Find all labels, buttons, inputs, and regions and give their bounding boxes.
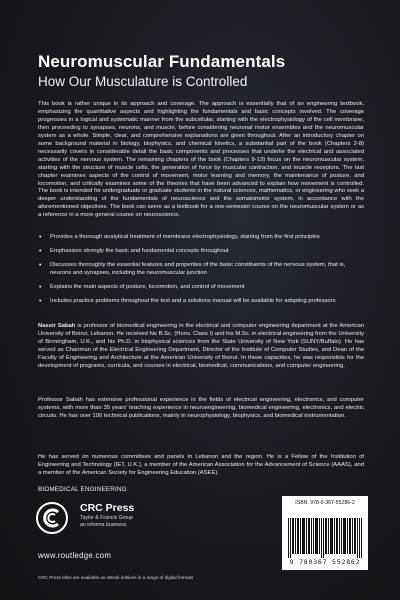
publisher-logo (36, 498, 176, 550)
author-experience: Professor Sabah has extensive professional experience in the fields of electrical engineering, electronics, and computer systems, with more than 35 years' teaching experience in neuroengineering, biomedical engineering, electronics, and electric circuits. He has over 100 technical publications, mainly in neurophysiology, biophysics, and biomedical instrumentation. (38, 397, 364, 419)
author-name: Nassir Sabah (38, 323, 76, 329)
book-title: Neuromuscular Fundamentals (38, 52, 286, 71)
author-memberships: He has served on numerous committees and panels in Lebanon and the region. He is a Fellow of the Institution of Engineering and Technology (IET, U.K.), a member of the American Association for the Advancement of Science (AAAS), and a member of the American Society for Engineering Education (ASEE). (38, 454, 364, 476)
feature-item: • Explains the main aspects of posture, locomotion, and control of movement (38, 284, 364, 292)
barcode-icon (288, 518, 362, 558)
publisher-website: www.routledge.com (38, 551, 112, 560)
feature-item: • Discusses thoroughly the essential features and properties of the basic constituents of the nervous system, that is, neurons and synapses, including the neuromuscular junction (38, 262, 364, 278)
feature-item: • Emphasizes strongly the basic and fundamental concepts throughout (38, 248, 364, 256)
author-bio (38, 323, 364, 371)
publisher-group: Taylor & Francis Group (80, 515, 134, 521)
feature-list (38, 234, 364, 312)
book-subtitle: How Our Musculature is Controlled (38, 74, 248, 89)
author-bio-text: is professor of biomedical engineering in the electrical and computer engineering department at the American University of Beirut, Lebanon. He received his B.Sc. (Hons. Class I) and his M.Sc. in electrical engineering from the University of Birmingham, U.K., and his Ph.D. in biophysical sciences from the State University of New York (SUNY/Buffalo). He has served as Chairman of the Electrical Engineering Department, Director of the Institute of Computer Studies, and Dean of the Faculty of Engineering and Architecture at the American University of Beirut. In these capacities, he was responsible for the development of programs, curricula, and courses in electrical, biomedical, communications, and computer engineering. (38, 323, 364, 369)
publisher-tagline: an informa business (80, 522, 127, 528)
isbn-label: ISBN: 978-0-367-55286-2 (295, 500, 355, 506)
crc-press-logo-icon (36, 502, 68, 534)
ebook-note: CRC Press titles are available as eBook editions in a range of digital formats (38, 575, 194, 580)
isbn-barcode-panel (282, 496, 368, 570)
feature-item: • Provides a thorough analytical treatment of membrane electrophysiology, starting from the first principles (38, 234, 364, 242)
book-description: This book is rather unique in its approach and coverage. The approach is essentially that of an engineering textbook, emphasizing the quantitative aspects and highlighting the fundamentals and basic concepts involved. The coverage progresses in a logical and systematic manner from the subcellular, starting with the electrophysiology of the cell membrane, then proceeding to synapses, neurons, and muscle, before considering neuronal motor ensembles and the neuromuscular system as a whole. Simple, clear, and comprehensive explanations are given throughout. After an introductory chapter on some background material in biology, biophysics, and chemical kinetics, a substantial part of the book (Chapters 2-8) necessarily covers in considerable detail the basic components and processes that underlie the electrical and associated activities of the nervous system. The remaining chapters of the book (Chapters 9-13) focus on the neuromuscular system, starting with the structure of muscle cells, the generation of force by muscular contraction, and muscle receptors. The last chapter examines aspects of the control of movement, motor learning and memory, the maintenance of posture, and locomotion, and critically examines some of the theories that have been advanced to explain how movement is controlled. The book is intended for undergraduate or graduate students in the natural sciences, mathematics, or engineering who seek a deeper understanding of the fundamentals of neuroscience and the somatomotor system, in accordance with the aforementioned objectives. The book can serve as a textbook for a one-semester course on the neuromuscular system or as a reference in a more general course on neuroscience. (38, 101, 364, 219)
subject-category: BIOMEDICAL ENGINEERING (38, 486, 127, 493)
publisher-name: CRC Press (80, 502, 135, 514)
feature-item: • Includes practice problems throughout the text and a solutions manual will be available for adopting professors (38, 298, 364, 306)
barcode-number: 9 780367 552862 (289, 558, 361, 566)
